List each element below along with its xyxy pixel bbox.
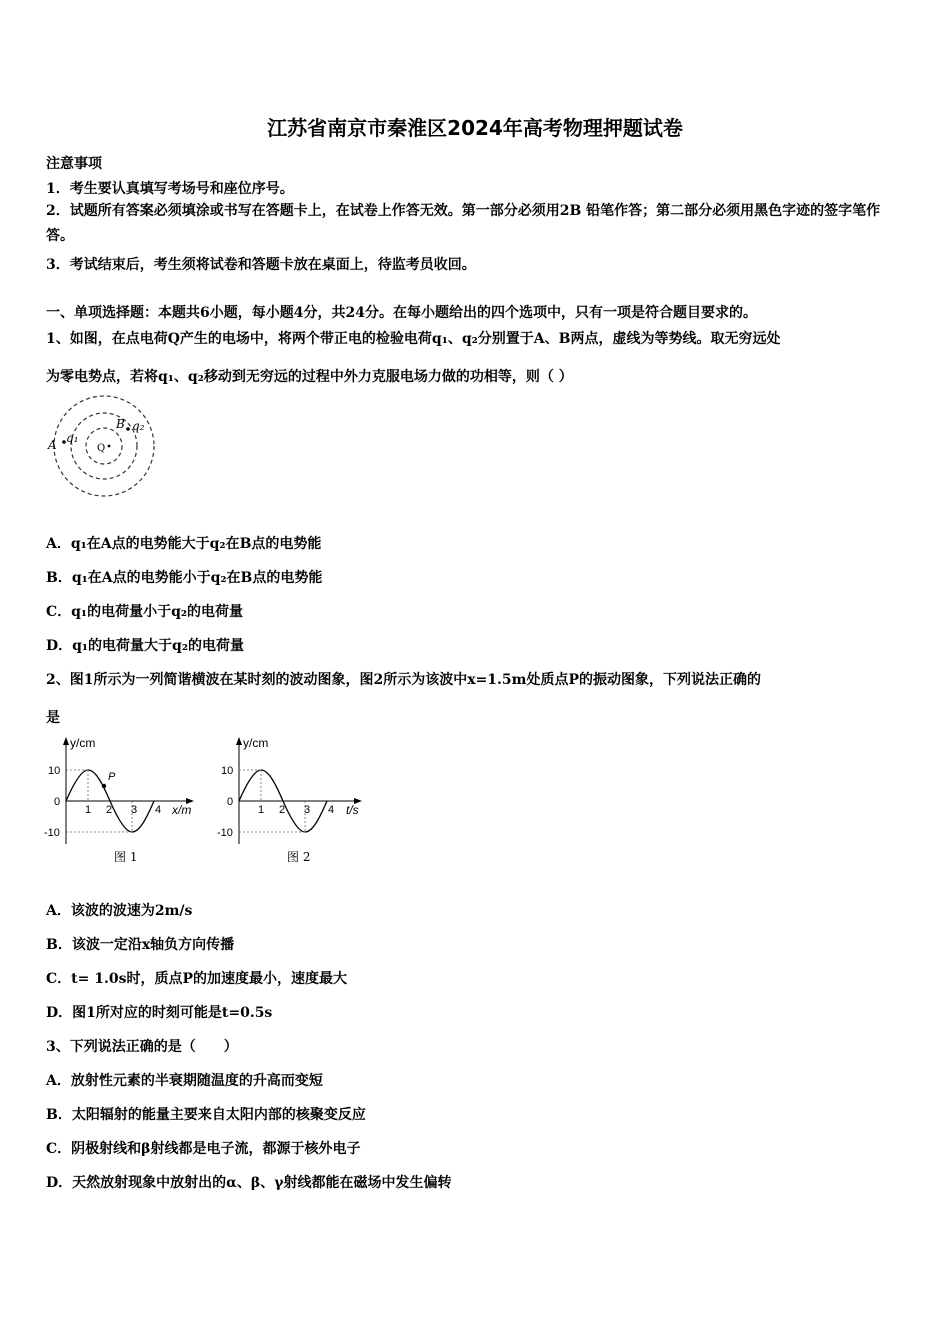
fig2-y-arrow bbox=[236, 737, 242, 745]
fig1-ylabel: y/cm bbox=[70, 736, 96, 750]
fig2-ytick-neg10: -10 bbox=[217, 827, 233, 839]
fig2-xlabel: t/s bbox=[346, 803, 359, 817]
notice-item-3: 3．考试结束后，考生须将试卷和答题卡放在桌面上，待监考员收回。 bbox=[46, 257, 476, 273]
label-q2: q₂ bbox=[132, 419, 145, 433]
q1-stem-line1: 1、如图，在点电荷Q产生的电场中，将两个带正电的检验电荷q₁、q₂分别置于A、B两点，虚线为等势线。取无穷远处 bbox=[46, 331, 781, 347]
exam-title: 江苏省南京市秦淮区2024年高考物理押题试卷 bbox=[267, 116, 683, 140]
charge-Q-dot bbox=[108, 445, 111, 448]
point-B-dot bbox=[126, 427, 130, 431]
q2-option-a: A．该波的波速为2m/s bbox=[46, 903, 193, 919]
fig2-caption: 图 2 bbox=[287, 850, 311, 864]
label-A: A bbox=[48, 438, 57, 452]
fig1-y-arrow bbox=[63, 737, 69, 745]
fig1-xtick-3: 3 bbox=[131, 804, 138, 816]
q2-stem-line1: 2、图1所示为一列简谐横波在某时刻的波动图象，图2所示为该波中x=1.5m处质点P的振动图象，下列说法正确的 bbox=[46, 672, 761, 688]
q1-option-d: D．q₁的电荷量大于q₂的电荷量 bbox=[46, 638, 244, 654]
fig2-ytick-0: 0 bbox=[227, 796, 234, 808]
fig1-ytick-neg10: -10 bbox=[44, 827, 60, 839]
section-heading: 一、单项选择题：本题共6小题，每小题4分，共24分。在每小题给出的四个选项中，只有一项是符合题目要求的。 bbox=[46, 305, 757, 321]
q1-equipotential-figure bbox=[44, 392, 164, 504]
q3-option-a: A．放射性元素的半衰期随温度的升高而变短 bbox=[46, 1073, 323, 1089]
notice-item-2: 2．试题所有答案必须填涂或书写在答题卡上，在试卷上作答无效。第一部分必须用2B 铅笔作答；第二部分必须用黑色字迹的签字笔作答。 bbox=[46, 203, 881, 244]
q3-stem: 3、下列说法正确的是（ ） bbox=[46, 1039, 238, 1055]
fig1-xtick-4: 4 bbox=[155, 804, 162, 816]
q3-option-c: C．阴极射线和β射线都是电子流，都源于核外电子 bbox=[46, 1141, 361, 1157]
q1-option-b: B．q₁在A点的电势能小于q₂在B点的电势能 bbox=[46, 570, 323, 586]
fig2-ytick-10: 10 bbox=[221, 765, 234, 777]
fig2-ylabel: y/cm bbox=[243, 736, 269, 750]
label-Q: Q bbox=[97, 443, 106, 454]
fig1-xtick-1: 1 bbox=[85, 804, 92, 816]
fig2-xtick-1: 1 bbox=[258, 804, 265, 816]
q2-option-c: C．t= 1.0s时，质点P的加速度最小，速度最大 bbox=[46, 971, 347, 987]
q2-option-b: B．该波一定沿x轴负方向传播 bbox=[46, 937, 235, 953]
q1-stem-line2: 为零电势点，若将q₁、q₂移动到无穷远的过程中外力克服电场力做的功相等，则（ ） bbox=[46, 369, 573, 385]
fig1-label-P: P bbox=[108, 771, 116, 783]
fig1-xlabel: x/m bbox=[172, 803, 192, 817]
fig1-caption: 图 1 bbox=[114, 850, 138, 864]
q2-option-d: D．图1所对应的时刻可能是t=0.5s bbox=[46, 1005, 273, 1021]
notice-item-1: 1．考生要认真填写考场号和座位序号。 bbox=[46, 181, 294, 197]
fig2-xtick-2: 2 bbox=[279, 804, 286, 816]
q1-option-a: A．q₁在A点的电势能大于q₂在B点的电势能 bbox=[46, 536, 322, 552]
fig2-xtick-4: 4 bbox=[328, 804, 335, 816]
label-q1: q₁ bbox=[66, 431, 79, 445]
label-B: B bbox=[116, 417, 125, 431]
q3-option-d: D．天然放射现象中放射出的α、β、γ射线都能在磁场中发生偏转 bbox=[46, 1175, 452, 1191]
fig1-point-P bbox=[102, 784, 106, 788]
fig2-xtick-3: 3 bbox=[304, 804, 311, 816]
q2-wave-figure-2 bbox=[212, 734, 377, 869]
q3-option-b: B．太阳辐射的能量主要来自太阳内部的核聚变反应 bbox=[46, 1107, 366, 1123]
q1-option-c: C．q₁的电荷量小于q₂的电荷量 bbox=[46, 604, 243, 620]
fig1-ytick-0: 0 bbox=[54, 796, 61, 808]
notice-heading: 注意事项 bbox=[46, 156, 102, 172]
fig1-ytick-10: 10 bbox=[48, 765, 61, 777]
q2-stem-line2: 是 bbox=[46, 710, 60, 726]
q2-wave-figure-1 bbox=[40, 734, 205, 869]
fig1-xtick-2: 2 bbox=[106, 804, 113, 816]
